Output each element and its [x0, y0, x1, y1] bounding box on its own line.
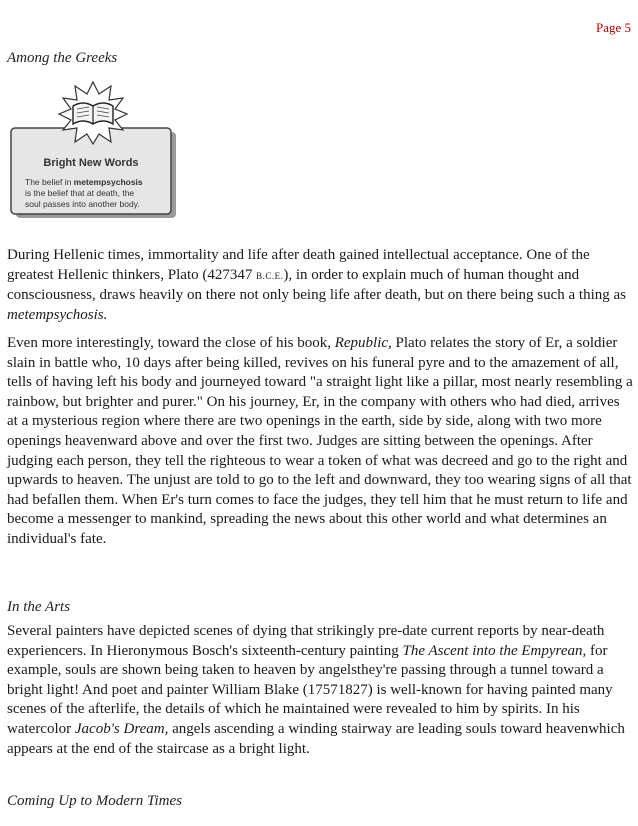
- section-heading-among-the-greeks: Among the Greeks: [7, 50, 118, 66]
- paragraph-republic-er: Even more interestingly, toward the close of his book, Republic, Plato relates the story of Er, a soldier slain in battle who, 10 days after being killed, revives on his funeral pyre and to the amazement of all, tells of having left his body and journeyed toward "a straight light like a pillar, most nearly resembling a rainbow, but brighter and purer." On his journey, Er, in the company with others who had died, arrives at a mysterious region where there are two openings in the earth, side by side, along with two more openings heavenward above and over the first two. Judges are sitting between the openings. After judging each person, they tell the righteous to wear a token of what was decreed and go to the right and upwards to heaven. The unjust are told to go to the left and downward, they too wearing signs of all that had befallen them. When Er's turn comes to face the judges, they tell him that he must return to life and become a messenger to mankind, spreading the news about this other world and what determines an individual's fate.: [7, 335, 633, 547]
- page-number: Page 5: [595, 20, 631, 35]
- section-heading-in-the-arts: In the Arts: [7, 599, 71, 615]
- book-title-republic: Republic,: [334, 335, 392, 351]
- watercolor-title: Jacob's Dream,: [74, 720, 169, 737]
- sidebar-term: metempsychosis: [73, 177, 143, 187]
- sidebar-title: Bright New Words: [43, 157, 139, 169]
- era-label: B.C.E.: [256, 270, 284, 281]
- bright-new-words-sidebar: [7, 80, 179, 221]
- svg-text:The belief in metempsychosis: [25, 177, 143, 187]
- sidebar-graphic: [7, 80, 179, 221]
- term-metempsychosis: metempsychosis.: [7, 306, 108, 323]
- sidebar-line1-prefix: The belief in: [25, 177, 74, 187]
- paragraph-hellenic: During Hellenic times, immortality and life after death gained intellectual acceptance. One of the greatest Hellenic thinkers, Plato (427347 B.C.E.), in order to explain much of human thought and consciousness, draws heavily on there not only being life after death, but on there being such a thing as metempsychosis.: [7, 247, 626, 323]
- sidebar-line2: is the belief that at death, the: [25, 188, 135, 198]
- paragraph-arts: Several painters have depicted scenes of dying that strikingly pre-date current reports by near-death experiencers. In Hieronymous Bosch's sixteenth-century painting The Ascent into the Empyrean, for example, souls are shown being taken to heaven by angelsthey're passing through a tunnel toward a bright light! And poet and painter William Blake (17571827) is well-known for having painted many scenes of the afterlife, the details of which he maintained were revealed to him by spirits. In his watercolor Jacob's Dream, angels ascending a winding stairway are leading souls toward heavenwhich appears at the end of the staircase as a bright light.: [7, 623, 625, 757]
- section-heading-modern-times: Coming Up to Modern Times: [7, 793, 183, 809]
- painting-title: The Ascent into the Empyrean,: [402, 642, 587, 659]
- sidebar-line3: soul passes into another body.: [25, 199, 140, 209]
